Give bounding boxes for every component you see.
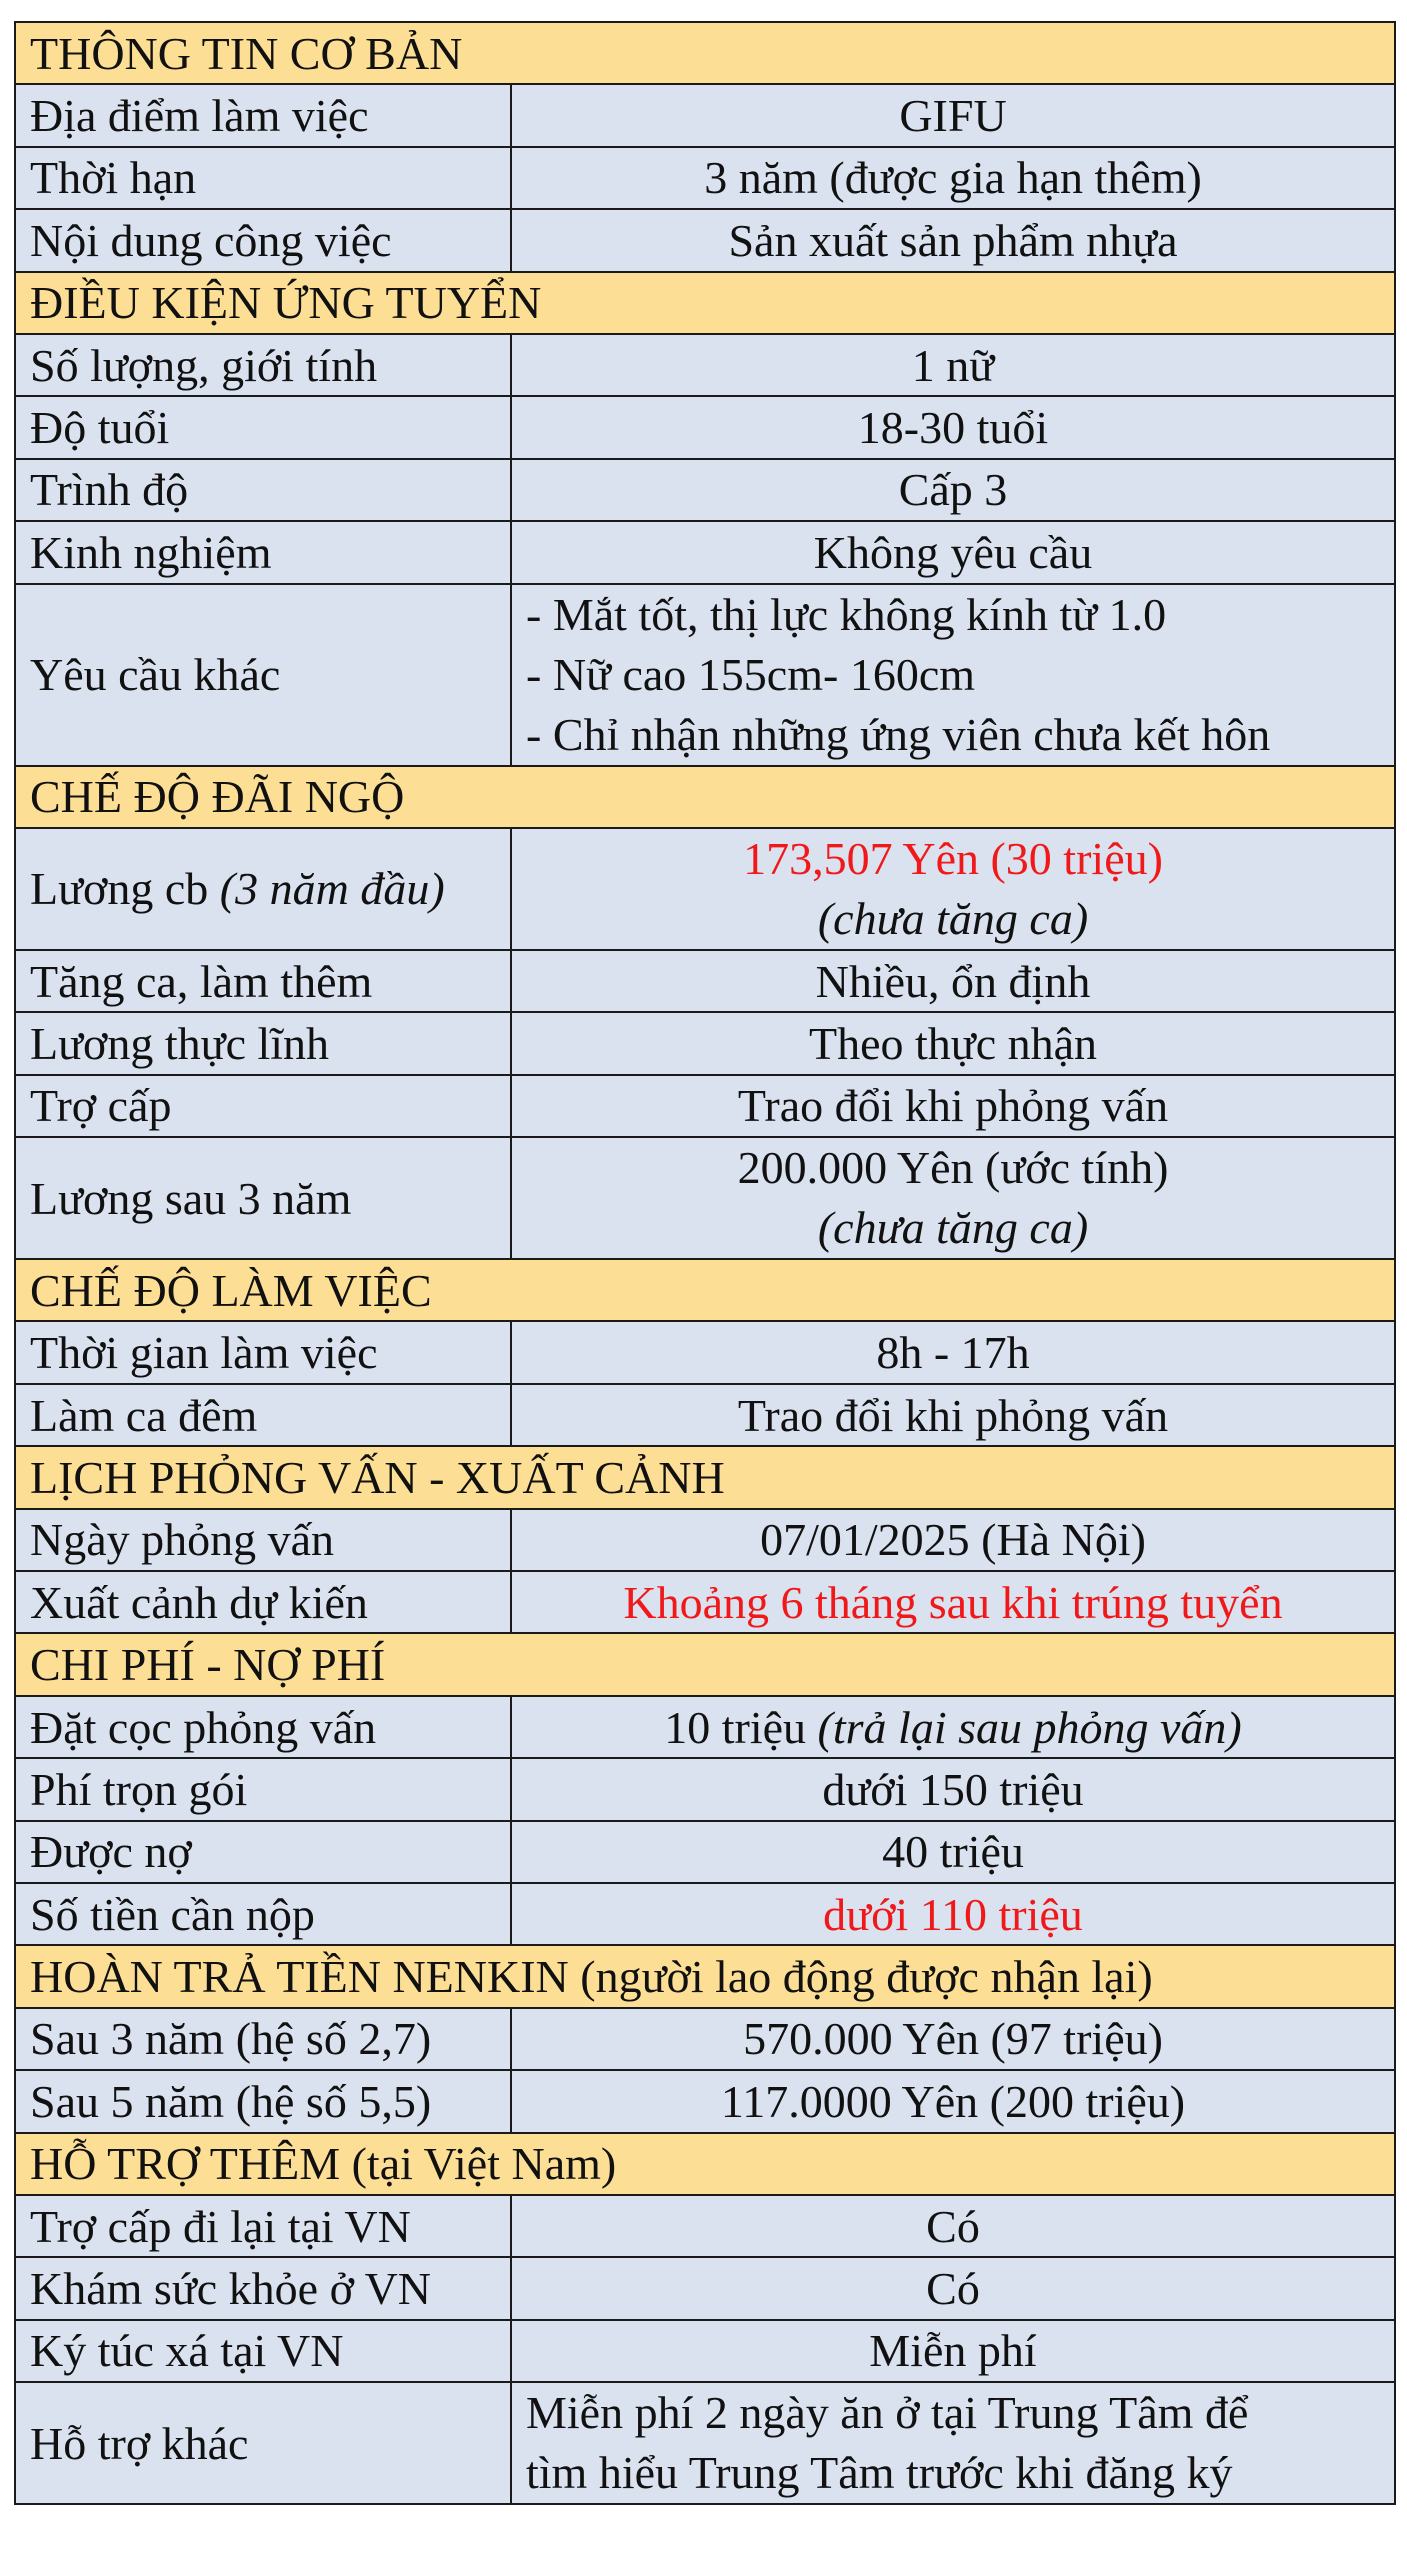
row-value: Có [511, 2257, 1395, 2319]
row-value: 07/01/2025 (Hà Nội) [511, 1509, 1395, 1571]
table-row [15, 2382, 1395, 2504]
row-value: Cấp 3 [511, 459, 1395, 521]
row-label: Khám sức khỏe ở VN [15, 2257, 511, 2319]
row-label [15, 828, 511, 950]
table-row [15, 521, 1395, 583]
row-label: Lương sau 3 năm [15, 1137, 511, 1259]
deposit-value: 10 triệu [664, 1701, 807, 1753]
row-label: Kinh nghiệm [15, 521, 511, 583]
row-value: Trao đổi khi phỏng vấn [511, 1075, 1395, 1137]
section-header [15, 1945, 1395, 2007]
table-row [15, 147, 1395, 209]
row-label: Nội dung công việc [15, 209, 511, 271]
row-value: Trao đổi khi phỏng vấn [511, 1384, 1395, 1446]
table-row [15, 1509, 1395, 1571]
row-label: Hỗ trợ khác [15, 2382, 511, 2504]
section-header [15, 1633, 1395, 1695]
table-row [15, 2070, 1395, 2132]
job-info-table [14, 21, 1396, 2505]
value-note: (trả lại sau phỏng vấn) [817, 1701, 1242, 1753]
row-value: 570.000 Yên (97 triệu) [511, 2008, 1395, 2070]
row-label-note: (3 năm đầu) [219, 863, 445, 915]
row-label: Lương thực lĩnh [15, 1012, 511, 1074]
table-row [15, 2008, 1395, 2070]
row-value: 8h - 17h [511, 1321, 1395, 1383]
row-value [511, 1696, 1395, 1758]
table-row [15, 396, 1395, 458]
table-row [15, 84, 1395, 146]
row-value: Sản xuất sản phẩm nhựa [511, 209, 1395, 271]
table-row [15, 1696, 1395, 1758]
row-label: Thời gian làm việc [15, 1321, 511, 1383]
row-value: 40 triệu [511, 1821, 1395, 1883]
value-note: (chưa tăng ca) [817, 1202, 1089, 1254]
row-value: 18-30 tuổi [511, 396, 1395, 458]
table-row [15, 950, 1395, 1012]
row-label: Ngày phỏng vấn [15, 1509, 511, 1571]
row-label: Phí trọn gói [15, 1758, 511, 1820]
table-row [15, 1821, 1395, 1883]
table-row [15, 1571, 1395, 1633]
table-row [15, 1758, 1395, 1820]
table-row [15, 2195, 1395, 2257]
row-value: dưới 150 triệu [511, 1758, 1395, 1820]
salary-after-value: 200.000 Yên (ước tính) [737, 1142, 1169, 1194]
row-label: Thời hạn [15, 147, 511, 209]
table-row [15, 1321, 1395, 1383]
requirement-line: - Chỉ nhận những ứng viên chưa kết hôn [526, 708, 1271, 760]
row-value: Nhiều, ổn định [511, 950, 1395, 1012]
row-value: Không yêu cầu [511, 521, 1395, 583]
value-note: (chưa tăng ca) [817, 892, 1089, 944]
row-value [511, 584, 1395, 766]
row-value: dưới 110 triệu [511, 1883, 1395, 1945]
table-row [15, 334, 1395, 396]
table-row [15, 1384, 1395, 1446]
base-salary-value: 173,507 Yên (30 triệu) [743, 832, 1163, 884]
section-header [15, 272, 1395, 334]
section-title: HOÀN TRẢ TIỀN NENKIN (người lao động được nhận lại) [15, 1945, 1395, 2007]
section-title: ĐIỀU KIỆN ỨNG TUYỂN [15, 272, 1395, 334]
row-label: Làm ca đêm [15, 1384, 511, 1446]
row-label: Số lượng, giới tính [15, 334, 511, 396]
section-title: HỖ TRỢ THÊM (tại Việt Nam) [15, 2133, 1395, 2195]
row-label: Xuất cảnh dự kiến [15, 1571, 511, 1633]
row-label: Trợ cấp đi lại tại VN [15, 2195, 511, 2257]
row-label: Độ tuổi [15, 396, 511, 458]
section-header [15, 1259, 1395, 1321]
support-line: Miễn phí 2 ngày ăn ở tại Trung Tâm để [526, 2387, 1249, 2439]
row-label: Yêu cầu khác [15, 584, 511, 766]
row-label: Đặt cọc phỏng vấn [15, 1696, 511, 1758]
row-value: 1 nữ [511, 334, 1395, 396]
row-value: Miễn phí [511, 2320, 1395, 2382]
row-label: Tăng ca, làm thêm [15, 950, 511, 1012]
row-label: Sau 5 năm (hệ số 5,5) [15, 2070, 511, 2132]
table-row [15, 828, 1395, 950]
row-label: Địa điểm làm việc [15, 84, 511, 146]
table-row [15, 1137, 1395, 1259]
row-label: Trình độ [15, 459, 511, 521]
row-value: Có [511, 2195, 1395, 2257]
row-value [511, 1137, 1395, 1259]
row-value: Theo thực nhận [511, 1012, 1395, 1074]
table-row [15, 2320, 1395, 2382]
table-row [15, 209, 1395, 271]
section-title: CHẾ ĐỘ LÀM VIỆC [15, 1259, 1395, 1321]
row-value: GIFU [511, 84, 1395, 146]
table-row [15, 459, 1395, 521]
row-value: Khoảng 6 tháng sau khi trúng tuyển [511, 1571, 1395, 1633]
support-line: tìm hiểu Trung Tâm trước khi đăng ký [526, 2447, 1233, 2499]
table-row [15, 1012, 1395, 1074]
section-title: CHI PHÍ - NỢ PHÍ [15, 1633, 1395, 1695]
table-row [15, 1883, 1395, 1945]
table-row [15, 584, 1395, 766]
row-value: 3 năm (được gia hạn thêm) [511, 147, 1395, 209]
requirement-line: - Mắt tốt, thị lực không kính từ 1.0 [526, 588, 1167, 640]
section-header [15, 22, 1395, 84]
row-value [511, 828, 1395, 950]
row-label: Trợ cấp [15, 1075, 511, 1137]
row-label: Được nợ [15, 1821, 511, 1883]
row-value [511, 2382, 1395, 2504]
section-header [15, 2133, 1395, 2195]
section-title: CHẾ ĐỘ ĐÃI NGỘ [15, 766, 1395, 828]
row-value: 117.0000 Yên (200 triệu) [511, 2070, 1395, 2132]
requirement-line: - Nữ cao 155cm- 160cm [526, 648, 976, 700]
row-label-text: Lương cb [30, 863, 209, 915]
section-title: LỊCH PHỎNG VẤN - XUẤT CẢNH [15, 1446, 1395, 1508]
section-header [15, 766, 1395, 828]
section-title: THÔNG TIN CƠ BẢN [15, 22, 1395, 84]
table-row [15, 1075, 1395, 1137]
table-row [15, 2257, 1395, 2319]
section-header [15, 1446, 1395, 1508]
row-label: Số tiền cần nộp [15, 1883, 511, 1945]
row-label: Sau 3 năm (hệ số 2,7) [15, 2008, 511, 2070]
row-label: Ký túc xá tại VN [15, 2320, 511, 2382]
